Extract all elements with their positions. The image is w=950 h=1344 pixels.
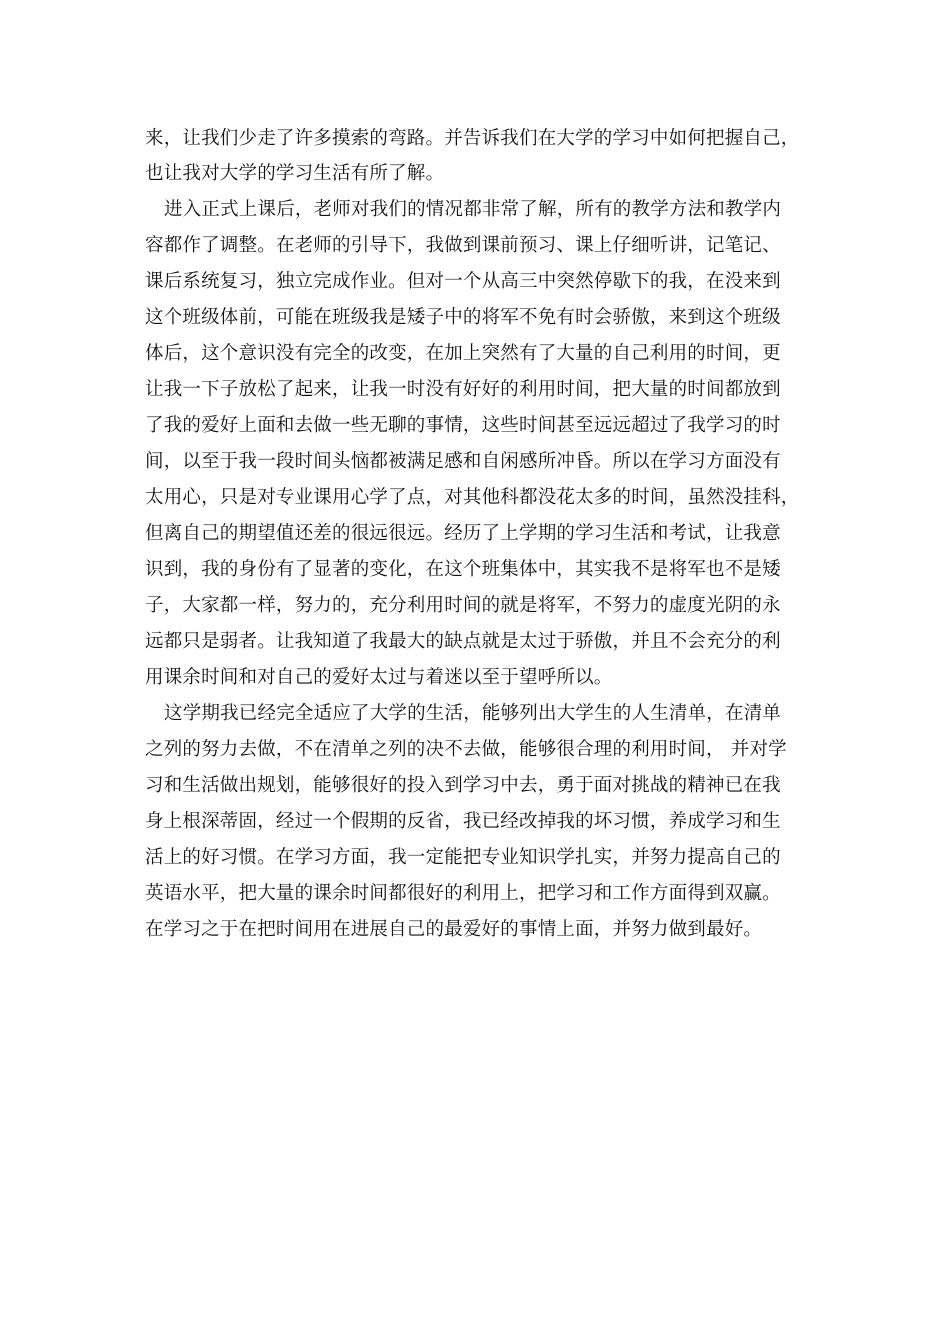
text-line: 也让我对大学的学习生活有所了解。 — [145, 163, 445, 184]
text-line: 英语水平，把大量的课余时间都很好的利用上，把学习和工作方面得到双赢。 — [145, 883, 781, 904]
text-line: 来，让我们少走了许多摸索的弯路。并告诉我们在大学的学习中如何把握自己， — [145, 128, 800, 149]
text-line: 远都只是弱者。让我知道了我最大的缺点就是太过于骄傲，并且不会充分的利 — [145, 631, 781, 652]
text-line: 活上的好习惯。在学习方面，我一定能把专业知识学扎实，并努力提高自己的 — [145, 847, 781, 868]
text-line: 课后系统复习，独立完成作业。但对一个从高三中突然停歇下的我，在没来到 — [145, 271, 781, 292]
text-line: 之列的努力去做，不在清单之列的决不去做，能够很合理的利用时间， 并对学 — [145, 739, 787, 760]
text-line: 习和生活做出规划，能够很好的投入到学习中去，勇于面对挑战的精神已在我 — [145, 775, 781, 796]
text-line: 身上根深蒂固，经过一个假期的反省，我已经改掉我的坏习惯，养成学习和生 — [145, 811, 781, 832]
paragraph-start-line: 这学期我已经完全适应了大学的生活，能够列出大学生的人生清单，在清单 — [164, 703, 782, 724]
text-line: 这个班级体前，可能在班级我是矮子中的将军不免有时会骄傲，来到这个班级 — [145, 307, 781, 328]
text-line: 间，以至于我一段时间头恼都被满足感和自闲感所冲昏。所以在学习方面没有 — [145, 451, 781, 472]
text-line: 让我一下子放松了起来，让我一时没有好好的利用时间，把大量的时间都放到 — [145, 379, 781, 400]
text-line: 在学习之于在把时间用在进展自己的最爱好的事情上面，并努力做到最好。 — [145, 919, 763, 940]
paragraph-start-line: 进入正式上课后，老师对我们的情况都非常了解，所有的教学方法和教学内 — [164, 199, 782, 220]
text-line: 容都作了调整。在老师的引导下，我做到课前预习、课上仔细听讲，记笔记、 — [145, 235, 781, 256]
text-line: 用课余时间和对自己的爱好太过与着迷以至于望呼所以。 — [145, 667, 613, 688]
text-line: 识到，我的身份有了显著的变化，在这个班集体中，其实我不是将军也不是矮 — [145, 559, 781, 580]
text-line: 体后，这个意识没有完全的改变，在加上突然有了大量的自己利用的时间，更 — [145, 343, 781, 364]
text-line: 了我的爱好上面和去做一些无聊的事情，这些时间甚至远远超过了我学习的时 — [145, 415, 781, 436]
text-line: 子，大家都一样，努力的，充分利用时间的就是将军，不努力的虚度光阴的永 — [145, 595, 781, 616]
text-line: 太用心，只是对专业课用心学了点，对其他科都没花太多的时间，虽然没挂科， — [145, 487, 800, 508]
text-line: 但离自己的期望值还差的很远很远。经历了上学期的学习生活和考试，让我意 — [145, 523, 781, 544]
